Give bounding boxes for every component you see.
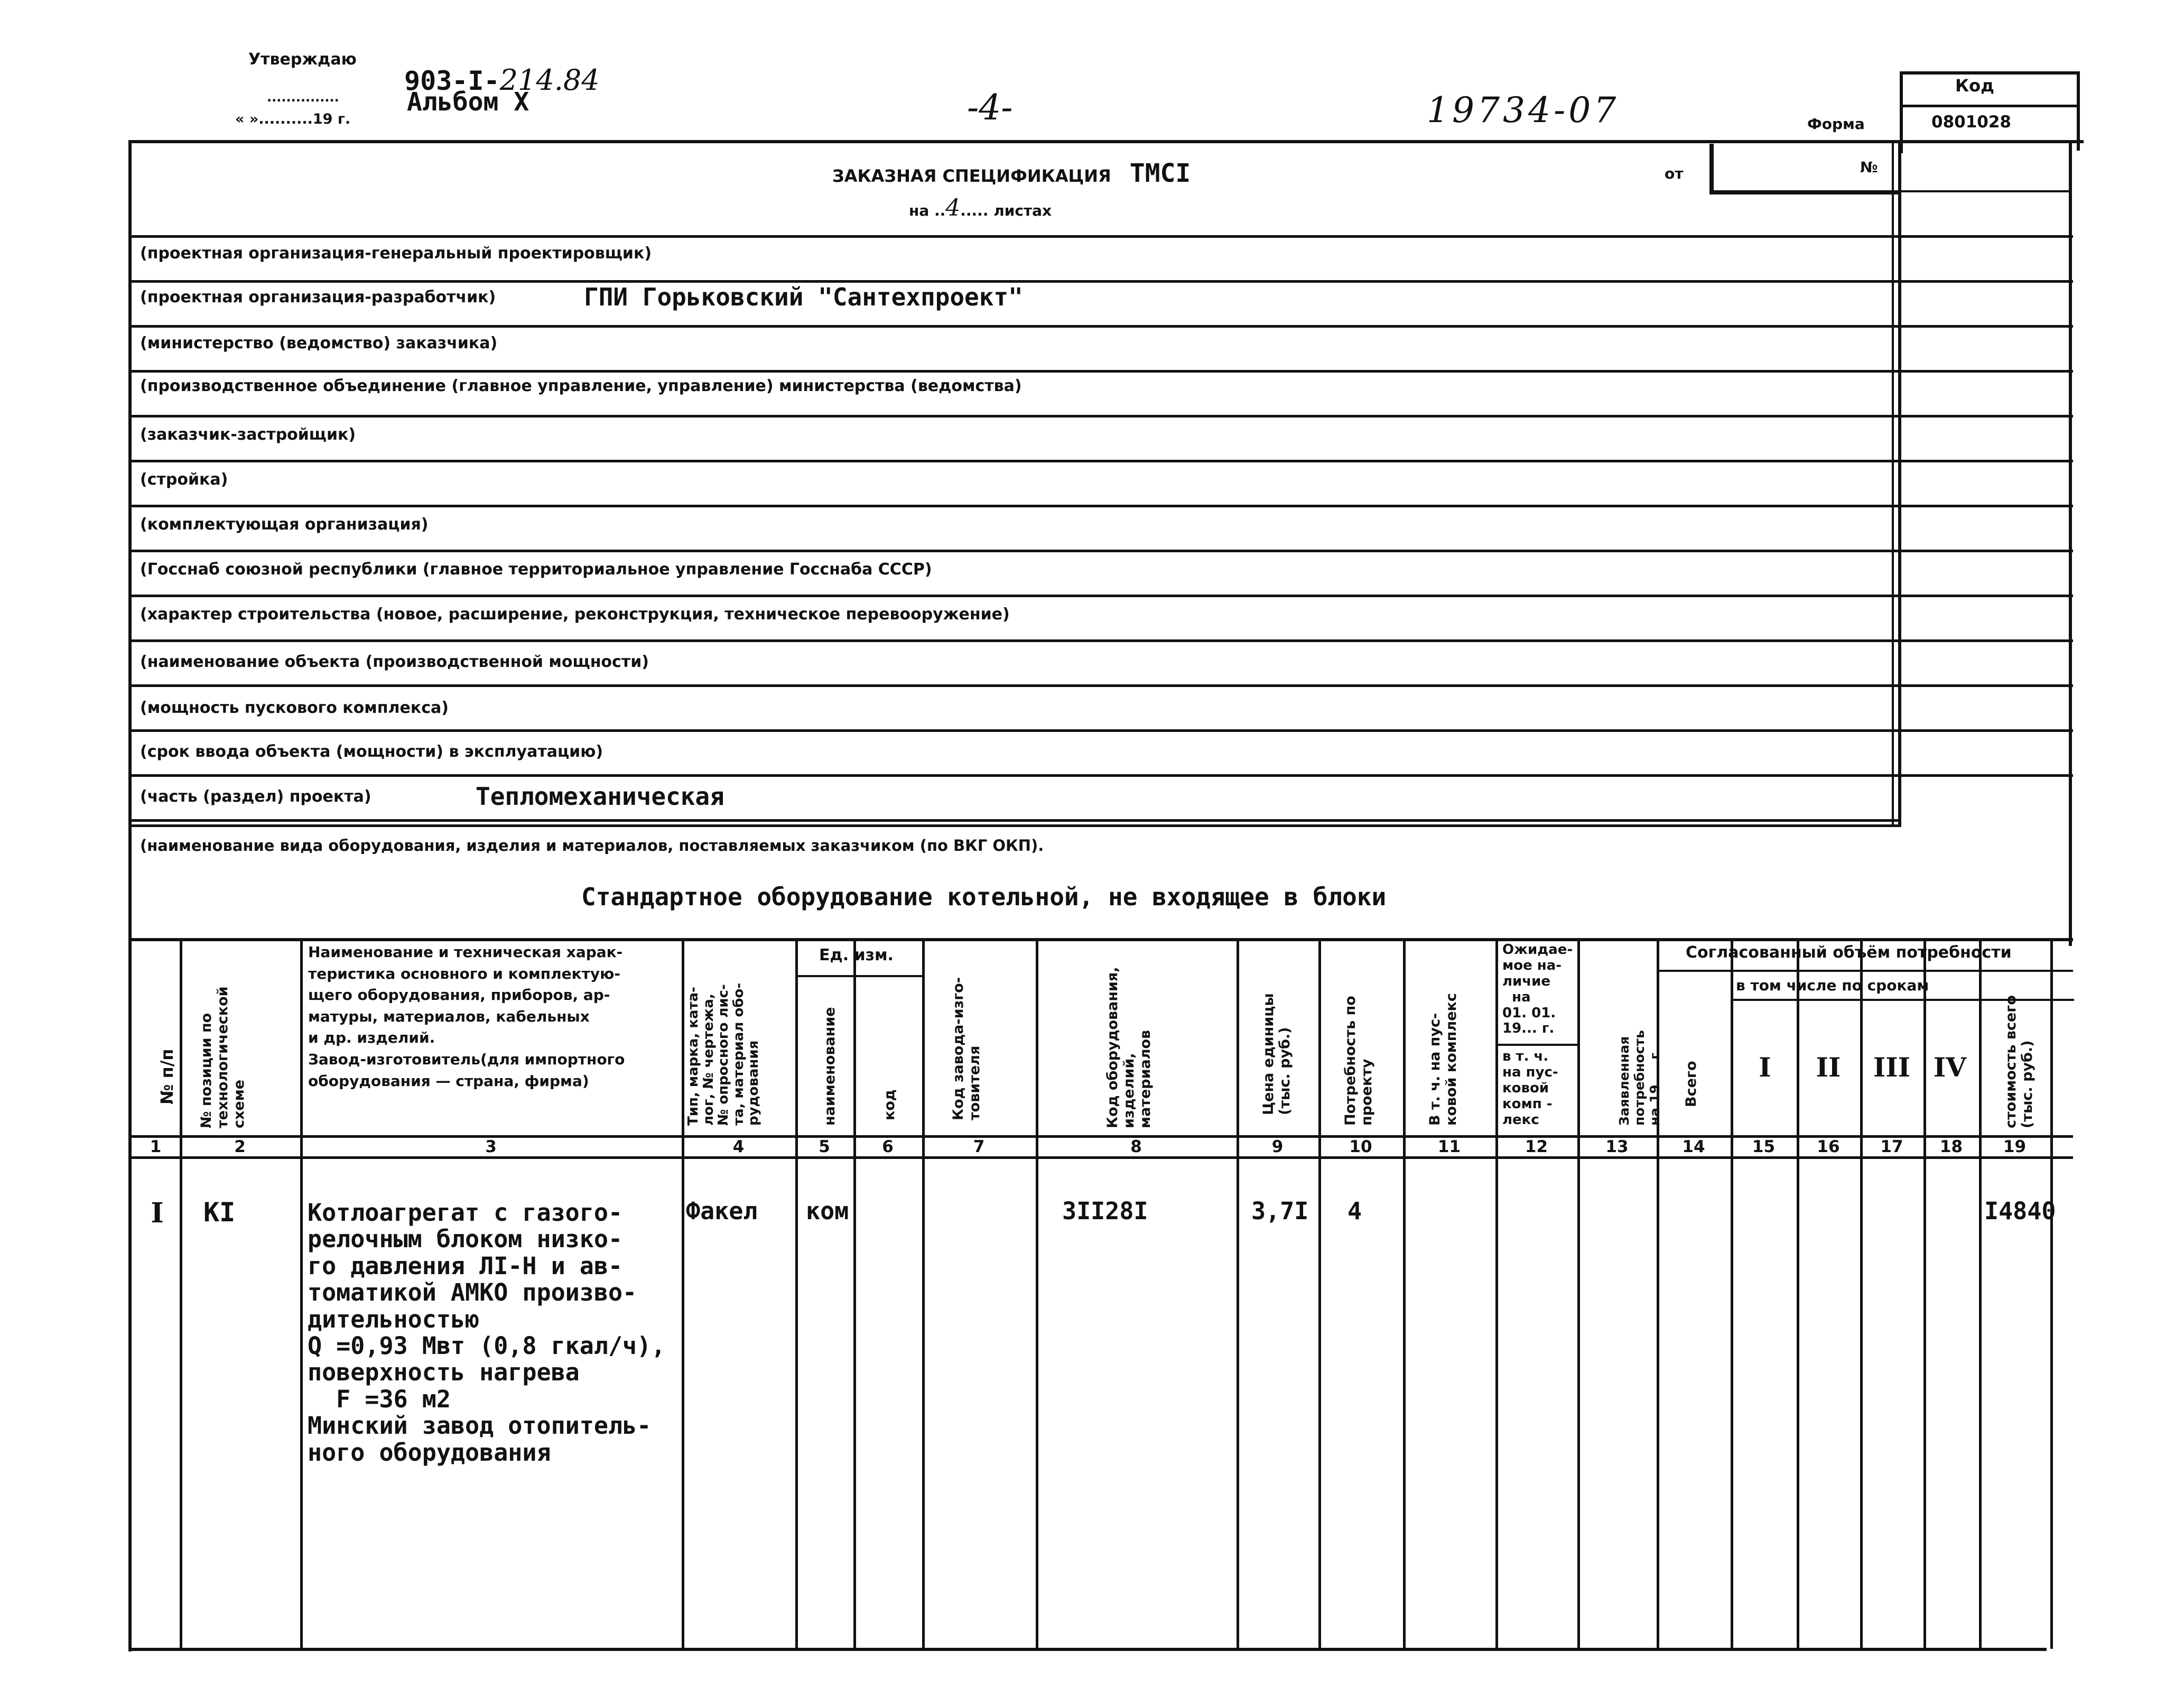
- column-number-12: 12: [1525, 1137, 1548, 1156]
- field-value-1: ГПИ Горьковский "Сантехпроект": [584, 283, 1023, 311]
- field-value-12: Тепломеханическая: [476, 782, 724, 811]
- header-by-terms: в том числе по срокам: [1736, 977, 1929, 994]
- header-total: Всего: [1683, 1061, 1699, 1107]
- field-label-5: (стройка): [140, 470, 228, 489]
- field-label-1: (проектная организация-разработчик): [140, 288, 496, 307]
- row-cost: I4840: [1984, 1197, 2056, 1225]
- column-number-9: 9: [1271, 1137, 1284, 1156]
- row-need: 4: [1347, 1197, 1362, 1225]
- field-label-3: (производственное объединение (главное управление, управление) министерства (ведомства): [140, 377, 1022, 395]
- header-declared: Заявленная потребность на 19.....г.: [1616, 1030, 1662, 1126]
- document-number: 19734-07: [1427, 90, 1620, 131]
- header-type: Тип, марка, ката- лог, № чертежа, № опросного лис- та, материал обо- рудования: [685, 982, 762, 1126]
- column-number-3: 3: [485, 1137, 497, 1156]
- project-code-hand: 214.84: [499, 63, 600, 97]
- column-number-7: 7: [973, 1137, 985, 1156]
- column-number-13: 13: [1605, 1137, 1629, 1156]
- header-startup: В т. ч. на пус- ковой комплекс: [1427, 993, 1460, 1126]
- column-number-8: 8: [1130, 1137, 1142, 1156]
- field-label-4: (заказчик-застройщик): [140, 425, 356, 444]
- equipment-kind-value: Стандартное оборудование котельной, не входящее в блоки: [581, 883, 1387, 911]
- from-label: от: [1665, 165, 1684, 182]
- column-number-11: 11: [1437, 1137, 1461, 1156]
- header-unit-code: код: [881, 1089, 898, 1120]
- header-position: № позиции по технологической схеме: [198, 986, 248, 1128]
- header-need: Потребность по проекту: [1342, 996, 1376, 1126]
- header-n: № п/п: [157, 1049, 177, 1105]
- header-name: Наименование и техническая харак- теристика основного и комплектую- щего оборудования, приборов, ар- матуры, материалов, кабельных и др. изделий. Завод-изготовитель(для импортного оборудования — страна, фирма): [308, 943, 625, 1090]
- field-label-2: (министерство (ведомство) заказчика): [140, 334, 498, 352]
- project-code-print: 903-I-: [404, 66, 500, 96]
- header-equipment-code: Код оборудования, изделий, материалов: [1104, 967, 1154, 1128]
- column-number-1: 1: [150, 1137, 162, 1156]
- page-number: -4-: [967, 87, 1013, 128]
- spec-title-text: ЗАКАЗНАЯ СПЕЦИФИКАЦИЯ: [832, 166, 1111, 186]
- column-number-15: 15: [1752, 1137, 1776, 1156]
- row-name: Котлоагрегат с газого- релочным блоком низко- го давления ЛI-Н и ав- томатикой АМКО произво- дительностью Q =0,93 Мвт (0,8 гкал/ч), поверхность нагрева F =36 м2 Минский завод отопитель- ного оборудования: [308, 1199, 666, 1467]
- column-number-6: 6: [882, 1137, 894, 1156]
- sheets-prefix: на ..: [909, 202, 946, 219]
- row-number: I: [151, 1197, 164, 1229]
- header-unit-name: наименование: [822, 1007, 838, 1126]
- header-expected: Ожидае- мое на- личие на 01. 01. 19... г.: [1502, 942, 1573, 1037]
- kod-label: Код: [1955, 76, 1994, 96]
- approve-signature-line: ...............: [267, 90, 339, 105]
- row-price: 3,7I: [1251, 1197, 1309, 1225]
- field-label-0: (проектная организация-генеральный проектировщик): [140, 244, 652, 263]
- header-agreed: Согласованный объём потребности: [1686, 943, 2012, 962]
- field-label-7: (Госснаб союзной республики (главное территориальное управление Госснаба СССР): [140, 560, 932, 579]
- album-label: Альбом X: [407, 87, 529, 117]
- form-label: Форма: [1807, 115, 1865, 133]
- row-equipment-code: 3II28I: [1062, 1197, 1148, 1225]
- column-number-16: 16: [1817, 1137, 1840, 1156]
- row-unit-name: ком: [806, 1197, 849, 1225]
- header-q1: I: [1759, 1052, 1771, 1083]
- header-q4: IV: [1933, 1052, 1967, 1083]
- header-expected-startup: в т. ч. на пус- ковой комп - лекс: [1502, 1049, 1558, 1128]
- equipment-kind-label: (наименование вида оборудования, изделия и материалов, поставляемых заказчиком (по ВКГ ОКП).: [140, 837, 1044, 855]
- field-label-6: (комплектующая организация): [140, 515, 429, 534]
- column-number-17: 17: [1880, 1137, 1903, 1156]
- row-position: KI: [203, 1197, 236, 1228]
- spec-title: [832, 159, 1191, 188]
- field-label-10: (мощность пускового комплекса): [140, 699, 449, 717]
- header-factory-code: Код завода-изго- товителя: [950, 977, 983, 1120]
- header-q3: III: [1873, 1052, 1911, 1083]
- sheets-value: 4: [945, 194, 961, 221]
- header-price: Цена единицы (тыс. руб.): [1260, 993, 1294, 1115]
- column-number-4: 4: [732, 1137, 745, 1156]
- column-number-10: 10: [1349, 1137, 1372, 1156]
- column-number-18: 18: [1939, 1137, 1963, 1156]
- header-unit: Ед. изм.: [819, 946, 894, 964]
- field-label-9: (наименование объекта (производственной мощности): [140, 653, 649, 671]
- kod-value: 0801028: [1931, 113, 2011, 132]
- sheets-suffix: ..... листах: [960, 202, 1052, 219]
- header-q2: II: [1816, 1052, 1841, 1083]
- column-number-5: 5: [819, 1137, 830, 1156]
- approve-date: « »..........19 г.: [235, 111, 351, 127]
- field-label-11: (срок ввода объекта (мощности) в эксплуатацию): [140, 743, 603, 761]
- row-type: Факел: [686, 1197, 758, 1225]
- sheets-count: [909, 194, 1052, 221]
- column-number-14: 14: [1682, 1137, 1705, 1156]
- field-label-12: (часть (раздел) проекта): [140, 787, 371, 806]
- number-label: №: [1860, 159, 1878, 176]
- column-number-19: 19: [2003, 1137, 2027, 1156]
- header-cost: стоимость всего (тыс. руб.): [2003, 995, 2036, 1128]
- column-number-2: 2: [234, 1137, 246, 1156]
- approve-label: Утверждаю: [248, 50, 357, 69]
- field-label-8: (характер строительства (новое, расширение, реконструкция, техническое перевооружение): [140, 605, 1010, 624]
- spec-code: ТМСI: [1129, 159, 1191, 188]
